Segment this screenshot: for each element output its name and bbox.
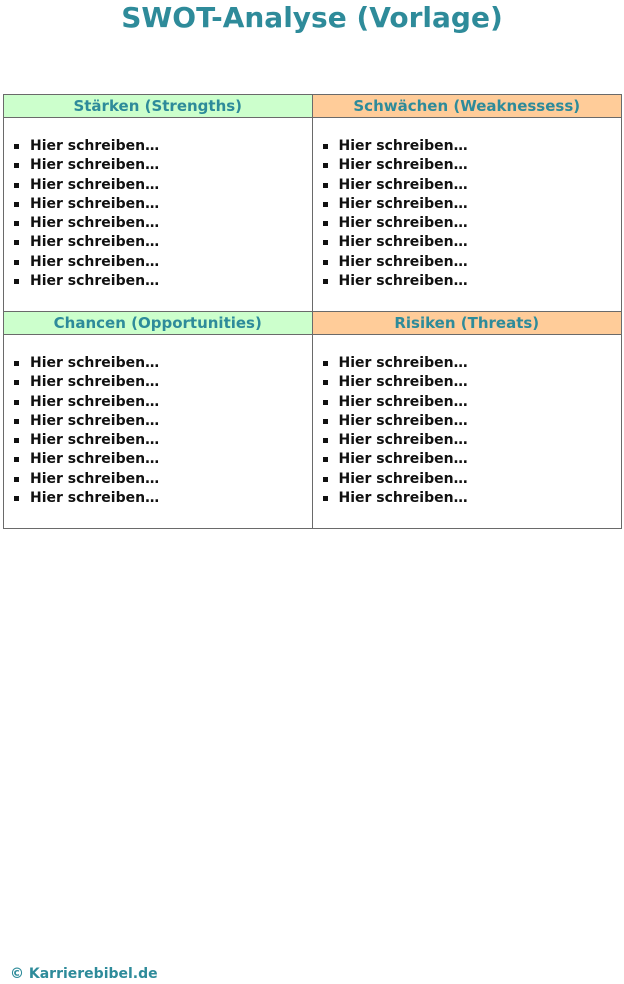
list-item: Hier schreiben…	[12, 214, 312, 233]
list-item: Hier schreiben…	[12, 489, 312, 508]
list-item: Hier schreiben…	[12, 195, 312, 214]
list-item: Hier schreiben…	[12, 450, 312, 469]
list-item: Hier schreiben…	[12, 470, 312, 489]
list-item: Hier schreiben…	[321, 412, 622, 431]
footer-copyright[interactable]: © Karrierebibel.de	[10, 966, 158, 982]
list-item: Hier schreiben…	[321, 489, 622, 508]
list-item: Hier schreiben…	[321, 431, 622, 450]
list-item: Hier schreiben…	[321, 214, 622, 233]
quadrant-header: Stärken (Strengths)	[4, 95, 312, 118]
list-item: Hier schreiben…	[12, 393, 312, 412]
list-item: Hier schreiben…	[321, 137, 622, 156]
list-item: Hier schreiben…	[321, 373, 622, 392]
list-item: Hier schreiben…	[321, 176, 622, 195]
quadrant-weaknesses	[313, 95, 622, 311]
list-item: Hier schreiben…	[321, 233, 622, 252]
swot-row-top	[4, 95, 621, 311]
swot-grid	[3, 94, 622, 529]
list-item: Hier schreiben…	[321, 272, 622, 291]
swot-row-bottom	[4, 311, 621, 528]
list-item: Hier schreiben…	[12, 156, 312, 175]
list-item: Hier schreiben…	[12, 137, 312, 156]
list-item: Hier schreiben…	[321, 393, 622, 412]
quadrant-header: Chancen (Opportunities)	[4, 312, 312, 335]
page-title: SWOT-Analyse (Vorlage)	[121, 1, 503, 34]
list-item: Hier schreiben…	[12, 373, 312, 392]
list-item: Hier schreiben…	[321, 450, 622, 469]
list-item: Hier schreiben…	[321, 195, 622, 214]
list-item: Hier schreiben…	[12, 431, 312, 450]
quadrant-strengths	[4, 95, 313, 311]
list-item: Hier schreiben…	[12, 176, 312, 195]
list-item: Hier schreiben…	[12, 354, 312, 373]
list-item: Hier schreiben…	[12, 412, 312, 431]
quadrant-header: Risiken (Threats)	[313, 312, 622, 335]
list-item: Hier schreiben…	[321, 354, 622, 373]
list-item: Hier schreiben…	[321, 253, 622, 272]
quadrant-header: Schwächen (Weaknessess)	[313, 95, 622, 118]
list-item: Hier schreiben…	[321, 156, 622, 175]
list-item: Hier schreiben…	[12, 233, 312, 252]
list-item: Hier schreiben…	[12, 253, 312, 272]
quadrant-opportunities	[4, 312, 313, 528]
list-item: Hier schreiben…	[321, 470, 622, 489]
quadrant-threats	[313, 312, 622, 528]
list-item: Hier schreiben…	[12, 272, 312, 291]
